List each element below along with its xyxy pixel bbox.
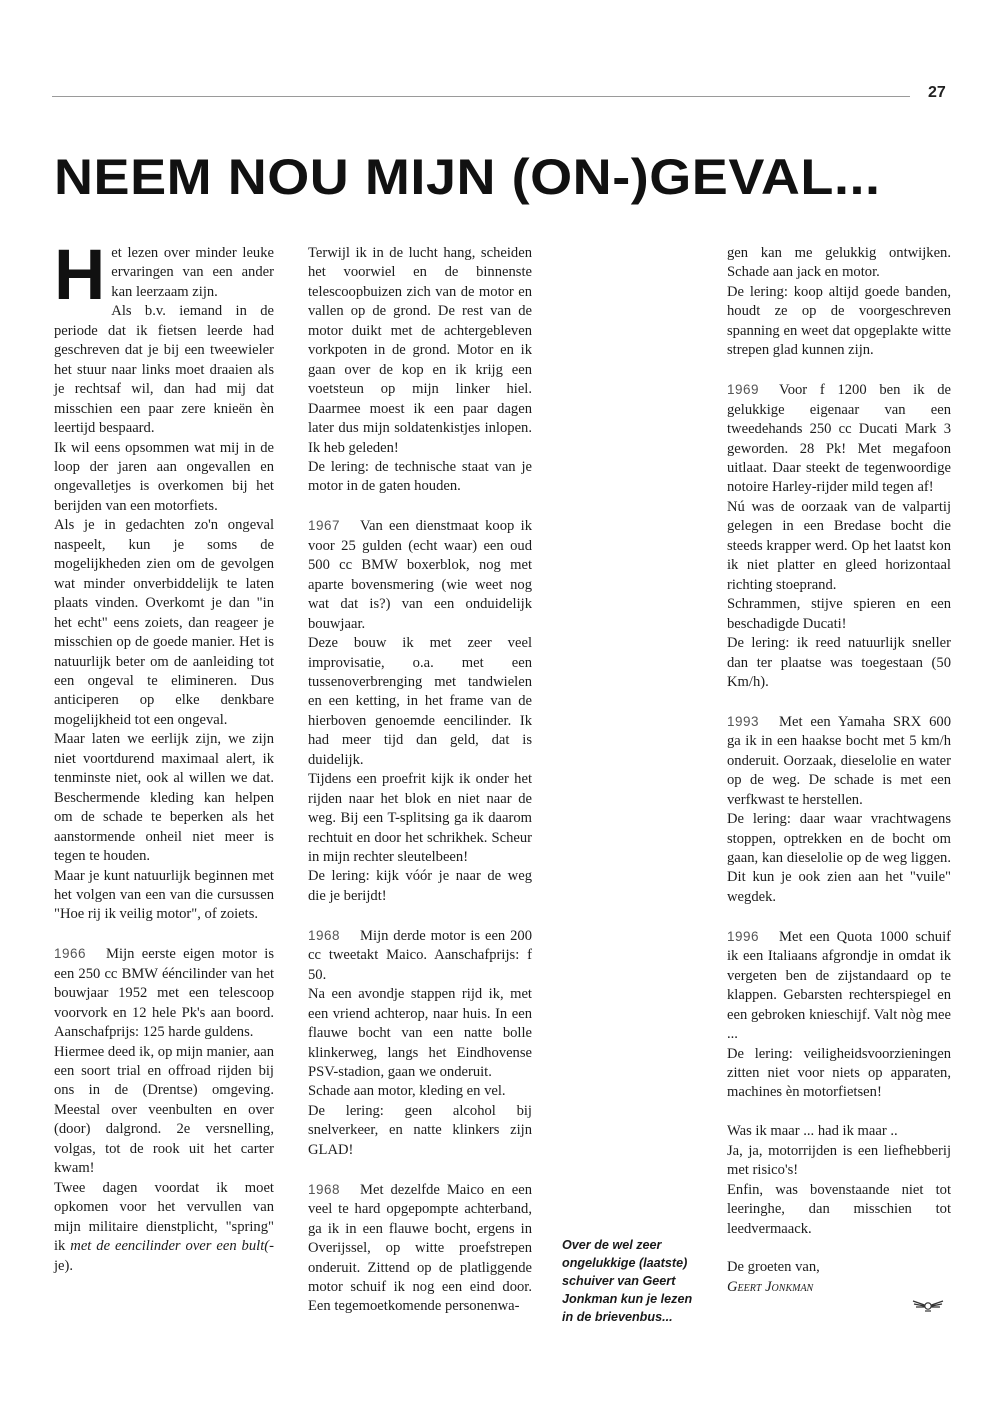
paragraph: Twee dagen voordat ik moet opkomen voor het vervullen van mijn militaire dienstplicht, "spring" ik met de eencilinder over een bult(-je). [54,1179,274,1274]
header-rule [52,96,910,97]
author-signature: Geert Jonkman [727,1278,814,1295]
paragraph: 1966 Mijn eerste eigen motor is een 250 cc BMW ééncilinder van het bouwjaar 1952 met een telescoop voorvork en 12 hele Pk's aan boord. Aanschafprijs: 125 harde guldens. [54,946,274,1041]
paragraph: Maar je kunt natuurlijk beginnen met het volgen van een van die cursussen "Hoe rij ik veilig motor", of zoiets. [54,867,274,923]
article-title: NEEM NOU MIJN (ON-)GEVAL... [54,149,881,205]
paragraph: De lering: de technische staat van je motor in de gaten houden. [308,458,532,495]
column-1 [54,236,274,1276]
year-label: 1993 [727,713,760,729]
paragraph: Tijdens een proefrit kijk ik onder het rijden naar het blok en niet naar de weg. Bij een T-splitsing ga ik daarom rechtuit en door het schrikhek. Scheur in mijn rechter sleutelbeen! [308,771,532,866]
paragraph: Ik wil eens opsommen wat mij in de loop der jaren aan ongevallen en ongevalletjes is overkomen bij het berijden van een motorfiets. [54,439,274,514]
page-number: 27 [928,84,946,101]
paragraph: De lering: daar waar vrachtwagens stoppen, optrekken en de bocht om gaan, kan dieselolie op de weg liggen. Dit kun je ook zien aan het "vuile" wegdek. [727,811,951,905]
paragraph: Nú was de oorzaak van de valpartij gelegen in een Bredase bocht die steeds krapper werd. Op het laatst kon ik niet platter en gleed horizontaal richting stoeprand. [727,498,951,593]
paragraph: De lering: koop altijd goede banden, houdt ze op de voorgeschreven spanning en weet dat opgeplakte witte strepen glad kunnen zijn. [727,283,951,359]
paragraph: Schrammen, stijve spieren en een beschadigde Ducati! [727,596,951,632]
paragraph: 1996 Met een Quota 1000 schuif ik een Italiaans afgrondje in omdat ik vergeten ben de zijstandaard op te klappen. Gebarsten rechterspiegel en een gebroken knieschijf. Valt nòg mee ... [727,928,951,1043]
closing: De groeten van, [727,1259,820,1276]
paragraph: De lering: kijk vóór je naar de weg die je berijdt! [308,868,532,904]
paragraph: 1993 Met een Yamaha SRX 600 ga ik in een haakse bocht met 5 km/h onderuit. Oorzaak, dieselolie en water op de weg. De schade is met een verfkwast te herstellen. [727,713,951,808]
paragraph: 1967 Van een dienstmaat koop ik voor 25 gulden (echt waar) een oud 500 cc BMW boxerblok, nog met aparte bovensmering (wie weet nog wat dat is?) van een onduidelijk bouwjaar. [308,518,532,632]
column-3 [727,244,951,1297]
column-2 [308,244,532,1317]
paragraph: Schade aan motor, kleding en vel. [308,1083,506,1100]
paragraph: Ja, ja, motorrijden is een liefhebberij met risico's! [727,1142,951,1179]
paragraph: gen kan me gelukkig ontwijken. Schade aan jack en motor. [727,245,951,281]
paragraph: Als je in gedachten zo'n ongeval naspeelt, kun je soms de mogelijkheden zien om de gevolgen wat minder onverbiddelijk te laten plaats vinden. Overkomt je dan "in het echt" eens zoiets, dan reageer je misschien op de goede manier. Het is natuurlijk beter om de aanleiding tot een ongeval te elimineren. Dus anticiperen op elke denkbare mogelijkheid tot een ongeval. [54,517,274,728]
paragraph: Deze bouw ik met zeer veel improvisatie, o.a. met een tussenoverbrenging met tandwielen en een ketting, in het frame van de hierboven genoemde eencilinder. Ik had meer tijd dan geld, dat is duidelijk. [308,635,532,768]
photo-caption: Over de wel zeer ongelukkige (laatste) schuiver van Geert Jonkman kun je lezen in de brievenbus... [562,1238,693,1324]
paragraph: Na een avondje stappen rijd ik, met een vriend achterop, naar huis. In een flauwe bocht van een natte bolle klinkerweg, langs het Eindhovense PSV-stadion, gaan we onderuit. [308,986,532,1080]
paragraph: Enfin, was bovenstaande niet tot leeringhe, dan misschien tot leedvermaack. [727,1181,951,1237]
paragraph: Het lezen over minder leuke ervaringen van een ander kan leerzaam zijn. [54,236,274,315]
year-label: 1966 [54,946,87,962]
year-label: 1967 [308,518,341,534]
paragraph: Maar laten we eerlijk zijn, we zijn niet voortdurend maximaal alert, ik tenminste niet, ook al willen we dat. Beschermende kleding kan helpen om de schade te beperken als het aanstormende onheil niet meer is tegen te houden. [54,731,274,865]
paragraph: Als b.v. iemand in de periode dat ik fietsen leerde had geschreven dat je bij een tweewieler het stuur naar links moet draaien als je rechtsaf wil, dan had mij dat misschien een paar zere knieën èn leertijd bespaard. [54,303,274,437]
year-label: 1968 [308,1181,341,1197]
year-label: 1969 [727,382,760,398]
year-label: 1996 [727,928,760,944]
paragraph: 1968 Met dezelfde Maico en een veel te hard opgepompte achterband, ga ik in een flauwe bocht, ergens in Overijssel, op witte proefstrepen onderuit. Zittend op de platliggende motor schuif ik nog een eind door. Een tegemoetkomende personenwa- [308,1181,532,1315]
year-label: 1968 [308,927,341,943]
paragraph: 1968 Mijn derde motor is een 200 cc tweetakt Maico. Aanschafprijs: f 50. [308,927,532,983]
drop-cap: H [54,236,106,315]
paragraph: De lering: ik reed natuurlijk sneller dan ter plaatse was toegestaan (50 Km/h). [727,635,951,690]
winged-wheel-icon [911,1297,945,1315]
paragraph: De lering: geen alcohol bij snelverkeer, en natte klinkers zijn GLAD! [308,1102,532,1158]
paragraph: Was ik maar ... had ik maar .. [727,1123,898,1140]
paragraph: 1969 Voor f 1200 ben ik de gelukkige eigenaar van een tweedehands 250 cc Ducati Mark 3 geworden. 28 Pk! Met megafoon uitlaat. Daar steekt de tegenwoordige notoire Harley-rijder mild tegen af! [727,382,951,496]
paragraph: De lering: veiligheidsvoorzieningen zitten niet voor niets op apparaten, machines èn motorfietsen! [727,1045,951,1101]
paragraph: Hiermee deed ik, op mijn manier, aan een soort trial en offroad rijden bij ons in de (Drentse) omgeving. Meestal over veenbulten en over (door) dalgrond. 2e versnelling, volgas, tot de rook uit het carter kwam! [54,1043,274,1177]
paragraph: Terwijl ik in de lucht hang, scheiden het voorwiel en de binnenste telescoopbuizen zich van de motor en vallen op de grond. De rest van de motor duikt met de achtergebleven vorkpoten in de grond. Motor en ik gaan over de kop en ik krijg een voetsteun op mijn linker hiel. Daarmee moest ik een paar dagen later dus mijn soldatenkistjes inlopen. Ik heb geleden! [308,245,532,456]
